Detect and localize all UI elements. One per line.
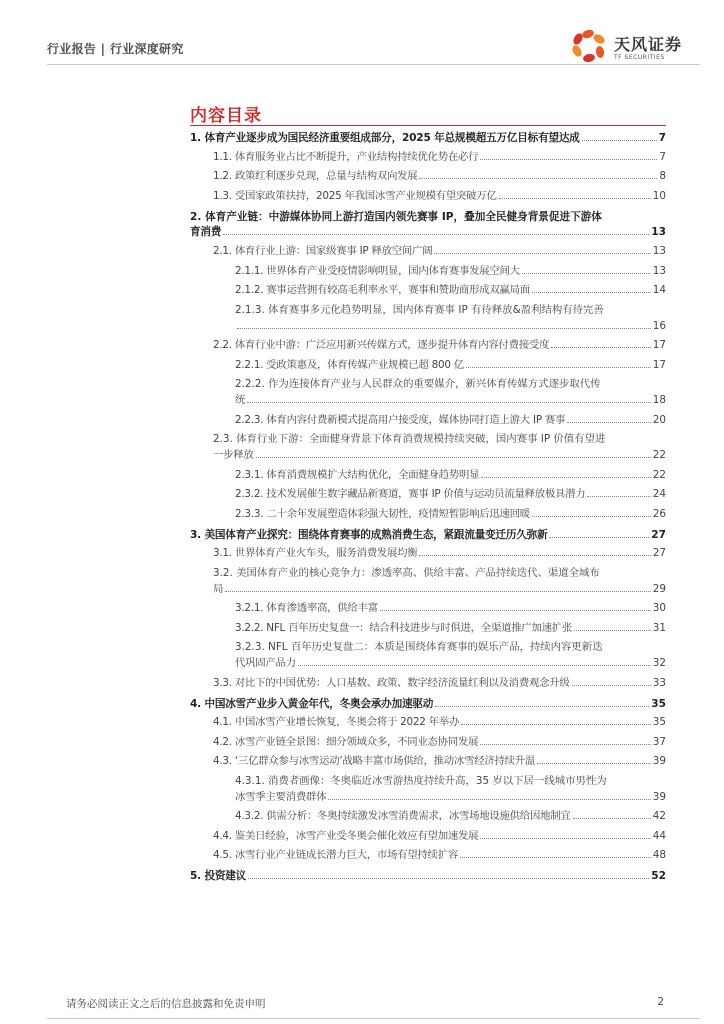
toc-entry[interactable] bbox=[190, 431, 666, 463]
toc-leader-dots bbox=[248, 878, 649, 879]
toc-title: 内容目录 bbox=[190, 106, 262, 126]
toc-entry-text: 2. 体育产业链：中游媒体协同上游打造国内领先赛事 IP，叠加全民健身背景促进下游体 bbox=[190, 210, 602, 223]
toc-entry-text: 3.2.3. NFL 百年历史复盘二：本质是围绕体育赛事的娱乐产品，持续内容更新迭 bbox=[235, 641, 603, 653]
toc-page-number: 30 bbox=[652, 602, 666, 614]
toc-entry-text-continued: 冰雪季主要消费群体 bbox=[235, 790, 327, 803]
toc-entry[interactable] bbox=[190, 734, 666, 750]
toc-leader-dots bbox=[460, 857, 651, 858]
company-logo bbox=[568, 26, 698, 66]
toc-entry-text: 3.2.1. 体育渗透率高，供给丰富 bbox=[235, 602, 378, 614]
toc-leader-dots bbox=[225, 591, 651, 592]
footer-page-number: 2 bbox=[657, 996, 664, 1008]
toc-page-number: 37 bbox=[652, 735, 666, 748]
toc-leader-dots bbox=[551, 347, 651, 348]
toc-entry[interactable] bbox=[190, 847, 666, 863]
toc-page-number: 27 bbox=[651, 528, 666, 541]
toc-leader-dots bbox=[434, 253, 650, 254]
toc-entry-text: 4.2. 冰雪产业链全景图：细分领域众多，不同业态协同发展 bbox=[213, 735, 479, 748]
toc-page-number: 22 bbox=[652, 468, 666, 481]
toc-entry[interactable] bbox=[190, 620, 666, 636]
toc-page-number: 22 bbox=[652, 449, 666, 461]
toc-entry[interactable] bbox=[190, 467, 666, 483]
toc-entry[interactable] bbox=[190, 357, 666, 373]
toc-entry-text: 2.2. 体育行业中游：广泛应用新兴传媒方式，逐步提升体育内容付费接受度 bbox=[213, 339, 550, 351]
toc-entry-text: 4.1. 中国冰雪产业增长恢复，冬奥会将于 2022 年举办 bbox=[213, 716, 460, 728]
toc-entry[interactable] bbox=[190, 486, 666, 502]
toc-page-number: 10 bbox=[652, 189, 666, 202]
toc-entry[interactable] bbox=[190, 337, 666, 353]
toc-leader-dots bbox=[380, 610, 651, 611]
toc-entry-text: 2.2.1. 受政策惠及，体育传媒产业规模已超 800 亿 bbox=[235, 358, 464, 371]
toc-entry[interactable] bbox=[190, 263, 666, 279]
toc-entry[interactable] bbox=[190, 376, 666, 408]
toc-page-number: 29 bbox=[652, 582, 666, 595]
toc-entry-text: 3.2. 美国体育产业的核心竞争力：渗透率高、供给丰富、产品持续迭代、渠道全域布 bbox=[213, 566, 600, 579]
toc-leader-dots bbox=[419, 555, 650, 556]
toc-entry-text: 1.3. 受国家政策扶持，2025 年我国冰雪产业规模有望突破万亿 bbox=[213, 189, 497, 202]
toc-leader-dots bbox=[573, 818, 651, 819]
toc-entry-text: 4. 中国冰雪产业步入黄金年代，冬奥会承办加速驱动 bbox=[190, 697, 434, 710]
toc-entry-text: 3. 美国体育产业探究：围绕体育赛事的成熟消费生态，紧跟流量变迁历久弥新 bbox=[190, 528, 548, 541]
toc-page-number: 39 bbox=[652, 790, 666, 803]
toc-entry-text: 2.1.1. 世界体育产业受疫情影响明显，国内体育赛事发展空间大 bbox=[235, 264, 520, 277]
toc-leader-dots bbox=[532, 292, 651, 293]
logo-name-cn: 天风证券 bbox=[614, 35, 683, 54]
toc-entry-text-continued: 育消费 bbox=[190, 225, 222, 238]
toc-leader-dots bbox=[298, 665, 651, 666]
toc-entry-text: 1. 体育产业逐步成为国民经济重要组成部分，2025 年总规模超五万亿目标有望达成 bbox=[190, 132, 580, 144]
toc-leader-dots bbox=[480, 744, 651, 745]
toc-entry-text-continued: 一步释放 bbox=[213, 449, 254, 461]
toc-page-number: 17 bbox=[652, 358, 666, 371]
toc-entry-text: 2.3. 体育行业下游：全面健身背景下体育消费规模持续突破，国内赛事 IP 价值有望进 bbox=[213, 433, 606, 445]
toc-entry[interactable] bbox=[190, 639, 666, 671]
toc-entry-text: 1.1. 体育服务业占比不断提升，产业结构持续优化势在必行 bbox=[213, 150, 479, 163]
toc-page-number: 27 bbox=[652, 547, 666, 559]
toc-leader-dots bbox=[419, 178, 657, 179]
toc-entry[interactable] bbox=[190, 188, 666, 204]
toc-leader-dots bbox=[223, 234, 649, 235]
toc-entry[interactable] bbox=[190, 697, 666, 711]
toc-leader-dots bbox=[537, 763, 651, 764]
toc-entry-text: 4.3.1. 消费者画像：冬奥临近冰雪游热度持续升高，35 岁以下居一线城市男性为 bbox=[235, 774, 607, 787]
toc-page-number: 42 bbox=[652, 810, 666, 822]
toc-page-number: 44 bbox=[652, 829, 666, 842]
toc-entry-text: 2.3.1. 体育消费规模扩大结构优化，全面健身趋势明显 bbox=[235, 468, 480, 481]
toc-leader-dots bbox=[435, 706, 649, 707]
toc-entry[interactable] bbox=[190, 506, 666, 522]
header-divider bbox=[47, 64, 700, 65]
toc-page-number: 26 bbox=[652, 507, 666, 520]
toc-entry-text: 4.4. 鉴美日经验，冰雪产业受冬奥会催化效应有望加速发展 bbox=[213, 829, 479, 842]
toc-page-number: 13 bbox=[651, 225, 666, 238]
toc-entry-text: 2.2.2. 作为连接体育产业与人民群众的重要媒介，新兴体育传媒方式逐步取代传 bbox=[235, 378, 601, 390]
toc-entry-text: 2.1.2. 赛事运营拥有较高毛利率水平，赛事和赞助商形成双赢局面 bbox=[235, 284, 530, 296]
toc-leader-dots bbox=[522, 273, 651, 274]
toc-leader-dots bbox=[574, 630, 651, 631]
toc-entry-text: 1.2. 政策红利逐步兑现，总量与结构双向发展 bbox=[213, 170, 418, 182]
toc-leader-dots bbox=[466, 367, 651, 368]
toc-entry[interactable] bbox=[190, 600, 666, 616]
toc-page-number: 18 bbox=[652, 394, 666, 406]
toc-entry-text: 2.3.3. 二十余年发展塑造体彩强大韧性，疫情短暂影响后迅速回暖 bbox=[235, 507, 530, 520]
toc-entry-text: 4.3. ‘三亿群众参与冰雪运动’战略丰富市场供给，推动冰雪经济持续升温 bbox=[213, 755, 536, 767]
toc-entry-text: 3.3. 对比下的中国优势：人口基数、政策、数字经济流量红利以及消费观念升级 bbox=[213, 676, 570, 689]
toc-page-number: 35 bbox=[651, 697, 666, 710]
toc-leader-dots bbox=[549, 537, 649, 538]
flower-logo-icon bbox=[568, 26, 610, 66]
toc-entry[interactable] bbox=[190, 168, 666, 184]
header-report-type: 行业报告 | 行业深度研究 bbox=[47, 42, 184, 56]
toc-entry[interactable] bbox=[190, 753, 666, 769]
toc-leader-dots bbox=[256, 457, 651, 458]
toc-page-number: 48 bbox=[652, 849, 666, 861]
footer-disclaimer: 请务必阅读正文之后的信息披露和免责申明 bbox=[66, 998, 266, 1010]
logo-name-en: TF SECURITIES bbox=[614, 54, 665, 61]
toc-leader-dots bbox=[247, 402, 651, 403]
toc-page-number: 52 bbox=[651, 870, 666, 882]
toc-leader-dots bbox=[532, 516, 651, 517]
toc-entry-text: 4.3.2. 供需分析：冬奥持续激发冰雪消费需求，冰雪场地设施供给因地制宜 bbox=[235, 810, 571, 822]
toc-leader-dots bbox=[328, 799, 651, 800]
toc-page-number: 32 bbox=[652, 657, 666, 669]
toc-entry-text: 3.2.2. NFL 百年历史复盘一：结合科技进步与时俱进，全渠道推广加速扩张 bbox=[235, 621, 573, 634]
toc-page-number: 14 bbox=[652, 284, 666, 296]
toc-page-number: 35 bbox=[652, 716, 666, 728]
toc-entry[interactable] bbox=[190, 528, 666, 542]
toc-entry-text: 2.3.2. 技术发展催生数字藏品新赛道，赛事 IP 价值与运动员流量释放极具潜力 bbox=[235, 488, 586, 500]
toc-entry[interactable] bbox=[190, 808, 666, 824]
toc-entry-text: 3.1. 世界体育产业火车头，服务消费发展均衡 bbox=[213, 547, 418, 559]
toc-entry[interactable] bbox=[190, 828, 666, 844]
toc-entry-text-continued: 统 bbox=[235, 394, 246, 406]
toc-entry-text-continued: 代巩固产品力 bbox=[235, 657, 296, 669]
toc-page-number: 7 bbox=[659, 150, 666, 163]
footer-divider bbox=[47, 1018, 700, 1019]
toc-leader-dots bbox=[499, 198, 651, 199]
toc-page-number: 13 bbox=[652, 264, 666, 277]
toc-page-number: 13 bbox=[652, 245, 666, 257]
toc-page-number: 39 bbox=[652, 755, 666, 767]
toc-leader-dots bbox=[572, 685, 651, 686]
toc-entry[interactable] bbox=[190, 545, 666, 561]
toc-entry[interactable] bbox=[190, 282, 666, 298]
toc-page-number: 16 bbox=[652, 319, 666, 332]
toc-entry-text: 5. 投资建议 bbox=[190, 870, 247, 882]
toc-entry[interactable] bbox=[190, 412, 666, 428]
toc-entry[interactable] bbox=[190, 565, 666, 597]
toc-entry[interactable] bbox=[190, 210, 666, 240]
table-of-contents bbox=[190, 131, 666, 883]
toc-entry-text: 2.1.3. 体育赛事多元化趋势明显，国内体育赛事 IP 有待释放&盈利结构有待完善 bbox=[235, 303, 604, 316]
toc-entry-text-continued: 局 bbox=[213, 582, 224, 595]
toc-entry-text: 2.2.3. 体育内容付费新模式提高用户接受度，媒体协同打造上游大 IP 赛事 bbox=[235, 413, 566, 426]
toc-leader-dots bbox=[481, 477, 651, 478]
toc-leader-dots bbox=[480, 159, 657, 160]
toc-entry[interactable] bbox=[190, 773, 666, 805]
toc-leader-dots bbox=[461, 724, 651, 725]
toc-title-underline bbox=[190, 125, 666, 126]
toc-leader-dots bbox=[237, 328, 651, 329]
toc-leader-dots bbox=[567, 422, 651, 423]
toc-entry[interactable] bbox=[190, 243, 666, 259]
toc-page-number: 20 bbox=[652, 413, 666, 426]
toc-entry[interactable] bbox=[190, 869, 666, 883]
toc-entry[interactable] bbox=[190, 131, 666, 145]
toc-leader-dots bbox=[582, 140, 657, 141]
toc-leader-dots bbox=[587, 496, 650, 497]
toc-page-number: 17 bbox=[652, 339, 666, 351]
toc-page-number: 33 bbox=[652, 676, 666, 689]
toc-entry[interactable] bbox=[190, 675, 666, 691]
toc-entry[interactable] bbox=[190, 302, 666, 334]
toc-leader-dots bbox=[480, 838, 651, 839]
toc-entry-text: 2.1. 体育行业上游：国家级赛事 IP 释放空间广阔 bbox=[213, 245, 433, 257]
toc-page-number: 7 bbox=[658, 132, 666, 144]
toc-page-number: 24 bbox=[652, 488, 666, 500]
toc-page-number: 31 bbox=[652, 621, 666, 634]
toc-entry-text: 4.5. 冰雪行业产业链成长潜力巨大，市场有望持续扩容 bbox=[213, 849, 458, 861]
toc-entry[interactable] bbox=[190, 714, 666, 730]
toc-page-number: 8 bbox=[659, 170, 666, 182]
toc-entry[interactable] bbox=[190, 149, 666, 165]
